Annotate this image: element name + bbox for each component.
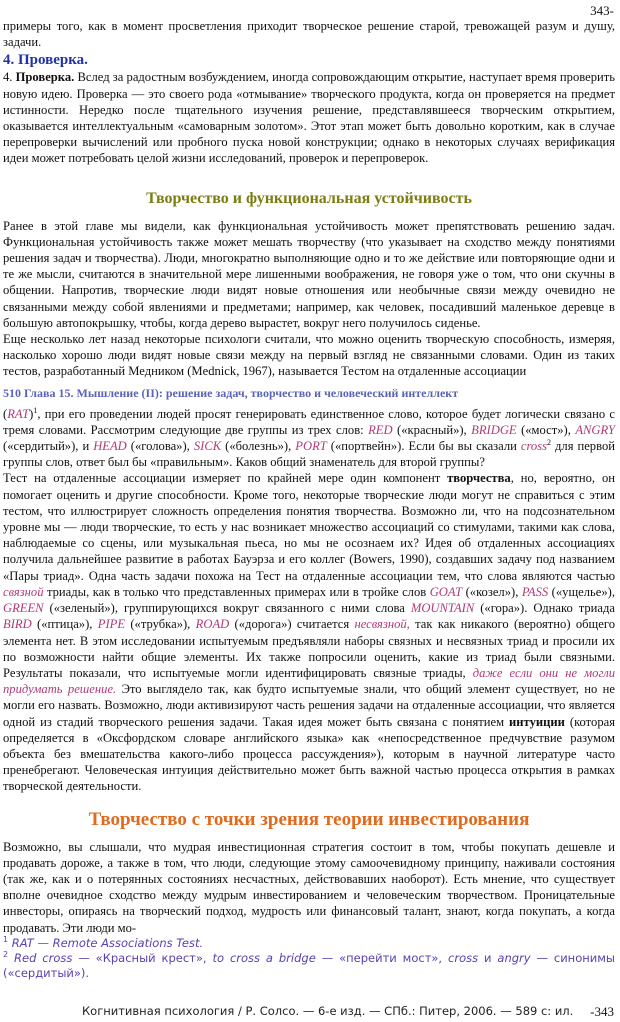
footnote-2: $^2$ Red cross — «Красный крест», to cross a bridge — «перейти мост», cross и angry — синонимы («сердитый»). — [3, 949, 615, 980]
bold-intuition: интуиции — [509, 714, 565, 729]
term-road: ROAD — [195, 617, 230, 632]
footnote-ref-2: 2 — [547, 437, 551, 447]
term-cross: cross — [520, 439, 547, 454]
triads-paragraph: Тест на отдаленные ассоциации измеряет по крайней мере один компонент творчества, но, вероятно, он помогает оценить и другие способности. Кроме того, некоторые творческие люди могут не справиться с этим тестом, что иллюстрирует сложность определения понятия творчества. Возможно ли, что на подсознательном уровне мы — люди творческие, то есть у нас возникает множество ассоциаций со стимулами, такими как слова, наблюдаемые со сцены, или музыкальная пьеса, но мы не осознаем их? Идея об отдаленных ассоциациях получила дальнейшее развитие в работах Бауэрза и его коллег (Bowers, 1990), создавших задачу под названием «Пары триад». Одна часть задачи похожа на Тест на отдаленные ассоциации тем, что слова являются частью связной триады, как в только что представленных примерах или в тройке слов GOAT («козел»), PASS («ущелье»), GREEN («зеленый»), группирующихся вокруг связанного с ними слова MOUNTAIN («гора»). Однако триада BIRD («птица»), PIPE («трубка»), ROAD («дорога») считается несвязной, так как никакого (вероятно) общего элемента нет. В этом исследовании испытуемым предъявляли наборы связных и несвязных триад и просили их по возможности найти общие элементы. Их также попросили оценить, какие из триад были связными. Результаты показали, что испытуемые могли идентифицировать связные триады, даже если они не могли придумать решение. Это выглядело так, как будто испытуемые знали, что общий элемент существует, но не могли его назвать. Возможно, люди активизируют часть решения задачи на отдаленные ассоциации, что является одной из стадий творческого решения задачи. Такая идея может быть связана с понятием интуиции (которая определяется в «Оксфордском словаре английского языка» как «непосредственное предчувствие разумом объекта без вмешательства какого-либо процесса рассуждения»), которым в научной литературе часто пренебрегают. Человеческая интуиция действительно может быть важной частью процесса открытия в рамках творческой деятельности. — [3, 471, 615, 794]
term-head: HEAD — [93, 439, 127, 454]
intro-paragraph: примеры того, как в момент просветления приходит творческое решение старой, тревожащей разум и душу, задачи. — [3, 19, 615, 50]
verification-paragraph — [3, 69, 615, 166]
footer-citation: Когнитивная психология / Р. Солсо. — 6-е изд. — СПб.: Питер, 2006. — 589 с: ил. — [82, 1004, 574, 1018]
verification-num: 4. — [3, 70, 16, 85]
page-content — [3, 18, 615, 981]
investment-paragraph: Возможно, вы слышали, что мудрая инвестиционная стратегия состоит в том, чтобы покупать дешевле и продавать дороже, а также в том, что люди, следующие этому самоочевидному принципу, наживали состояния (так же, как и о потерянных состояниях несчастных, действовавших наоборот). Есть мнение, что существует вполне очевидное сходство между мудрым инвестированием и человеческим творчеством. Проницательные инвесторы, опираясь на творческий подход, мудрость или финансовый талант, знают, когда покупать, а когда продавать. Эти люди мо- — [3, 839, 615, 935]
term-goat: GOAT — [429, 584, 463, 599]
term-mountain: MOUNTAIN — [410, 601, 475, 616]
term-red: RED — [368, 422, 393, 437]
section-heading-investment: Творчество с точки зрения теории инвестирования — [88, 808, 530, 830]
section-heading-verification: 4. Проверка. — [3, 52, 88, 69]
section-heading-fixedness: Творчество и функциональная устойчивость — [146, 189, 472, 207]
italic-even-if: даже если они не могли придумать решение. — [3, 665, 615, 697]
fixedness-paragraph-1: Ранее в этой главе мы видели, как функциональная устойчивость может препятствовать решению задач. Функциональная устойчивость также может мешать творчеству (что указывает на сходство между понятиями решения задач и творчества). Люди, многократно выполняющие одно и то же действие или повторяющие одни и те же мысли, считаются в значительной мере лишенными воображения, не говоря уже о том, что они скучны в общении. Напротив, творческие люди видят новые отношения или необычные связи между очевидно не связанными между собой явлениями и предметами; например, как человек, посадивший маленькое деревце в большую автопокрышку, чтобы, когда дерево вырастет, вокруг него получилось сиденье. — [3, 218, 615, 330]
fixedness-paragraph-2: Еще несколько лет назад некоторые психологи считали, что можно оценить творческую способность, измеряя, насколько хорошо люди видят новые связи между на первый взгляд не связанными словами. Один из таких тестов, разработанный Медником (Mednick, 1967), называется Тестом на отдаленные ассоциации — [3, 332, 615, 379]
term-bridge: BRIDGE — [471, 422, 517, 437]
footnote-ref-1: 1 — [33, 405, 38, 415]
bold-creativity: творчества — [447, 471, 511, 486]
rat-paragraph: (RAT)$^1$, при его проведении людей просят генерировать единственное слово, которое будет логически связано с тремя словами. Рассмотрим следующие две группы из трех слов: RED («красный»), BRIDGE («мост»), ANGRY («сердитый»), и HEAD («голова»), SICK («болезнь»), PORT («портвейн»). Если бы вы сказали cross$^2$ для первой группы слов, ответ был бы «правильным». Каков общий знаменатель для второй группы? — [3, 405, 615, 470]
term-rat: RAT — [7, 406, 30, 421]
term-green: GREEN — [3, 601, 44, 616]
term-sick: SICK — [193, 439, 222, 454]
term-port: PORT — [295, 439, 327, 454]
term-pipe: PIPE — [97, 617, 126, 632]
footnotes — [3, 936, 615, 981]
italic-coherent: связной — [3, 584, 44, 599]
italic-incoherent: несвязной, — [354, 617, 410, 632]
page-number-top: 343- — [590, 3, 614, 18]
verification-text: Вслед за радостным возбуждением, иногда сопровождающим открытие, наступает время проверить новую идею. Проверка — это своего рода «отмывание» творческого продукта, когда он проверяется на предмет истинности. Нередко после тщательного изучения решение, представлявшееся творческим открытием, оказывается интеллектуальным «самоварным золотом». Этот этап может быть довольно коротким, как в случае перепроверки вычислений или пробного пуска новой конструкции; однако в некоторых случаях верификация идеи может потребовать целой жизни исследований, проверок и перепроверок. — [3, 70, 615, 166]
term-angry: ANGRY — [575, 422, 615, 437]
running-head: 510 Глава 15. Мышление (II): решение задач, творчество и человеческий интеллект — [3, 385, 459, 400]
page-number-bottom: -343 — [590, 1004, 614, 1019]
term-pass: PASS — [521, 584, 549, 599]
verification-bold-term: Проверка. — [15, 70, 75, 85]
footnote-1: $^1$ RAT — Remote Associations Test. — [3, 934, 204, 950]
term-bird: BIRD — [3, 617, 32, 632]
